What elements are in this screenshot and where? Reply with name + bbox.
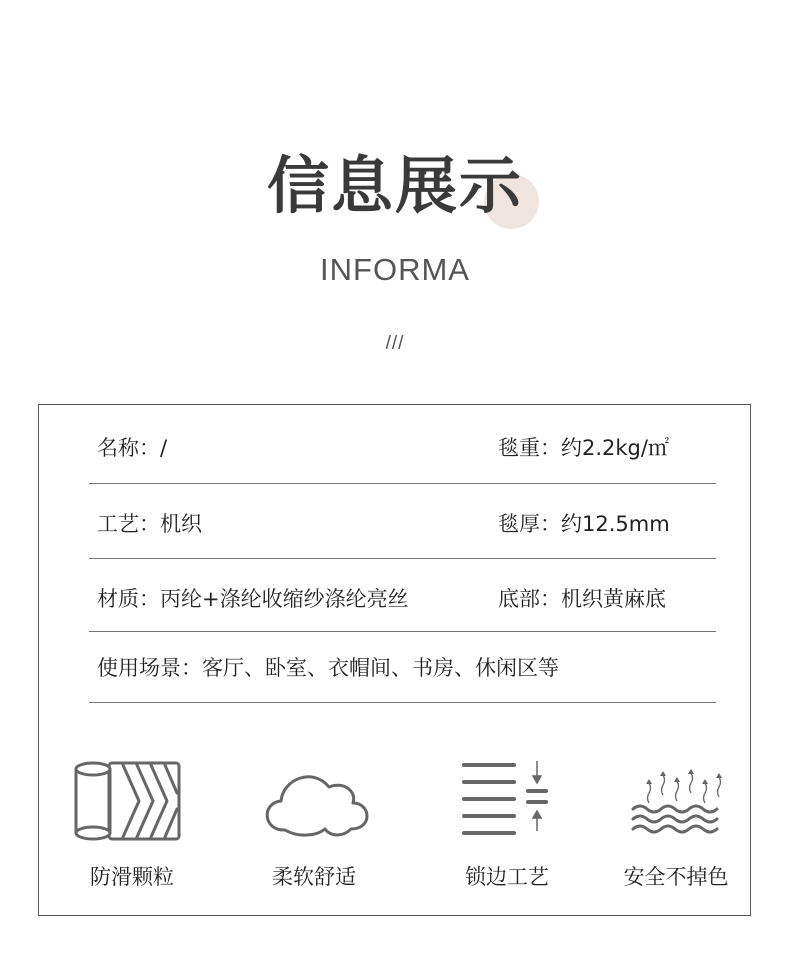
page-title: 信息展示 <box>266 149 523 222</box>
spec-weight: 毯重：约2.2kg/㎡ <box>498 436 669 460</box>
spec-row-2 <box>89 486 716 559</box>
spec-name: 名称：/ <box>97 436 168 460</box>
spec-usage: 使用场景：客厅、卧室、衣帽间、书房、休闲区等 <box>97 656 559 680</box>
edge-lines-icon <box>432 757 582 857</box>
feature-label: 安全不掉色 <box>623 865 729 889</box>
spec-bottom: 底部：机织黄麻底 <box>498 587 666 611</box>
page-subtitle: INFORMA <box>320 252 470 287</box>
feature-edge-locking <box>432 757 582 897</box>
spec-craft: 工艺：机织 <box>97 512 202 536</box>
spec-material: 材质：丙纶+涤纶收缩纱涤纶亮丝 <box>97 587 409 611</box>
spec-row-4 <box>89 632 716 703</box>
info-panel <box>38 404 751 916</box>
spec-row-1 <box>89 412 716 484</box>
feature-label: 锁边工艺 <box>465 865 549 889</box>
spec-thickness: 毯厚：约12.5mm <box>498 512 670 536</box>
divider-mark: /// <box>385 333 405 354</box>
water-waves-icon <box>601 757 751 857</box>
feature-soft <box>239 757 389 897</box>
feature-colorfast <box>601 757 751 897</box>
feature-label: 柔软舒适 <box>272 865 356 889</box>
feature-anti-slip <box>57 757 207 897</box>
title-block <box>0 140 790 240</box>
rug-roll-icon <box>57 757 207 857</box>
spec-row-3 <box>89 559 716 632</box>
feature-label: 防滑颗粒 <box>90 865 174 889</box>
cloud-icon <box>239 757 389 857</box>
